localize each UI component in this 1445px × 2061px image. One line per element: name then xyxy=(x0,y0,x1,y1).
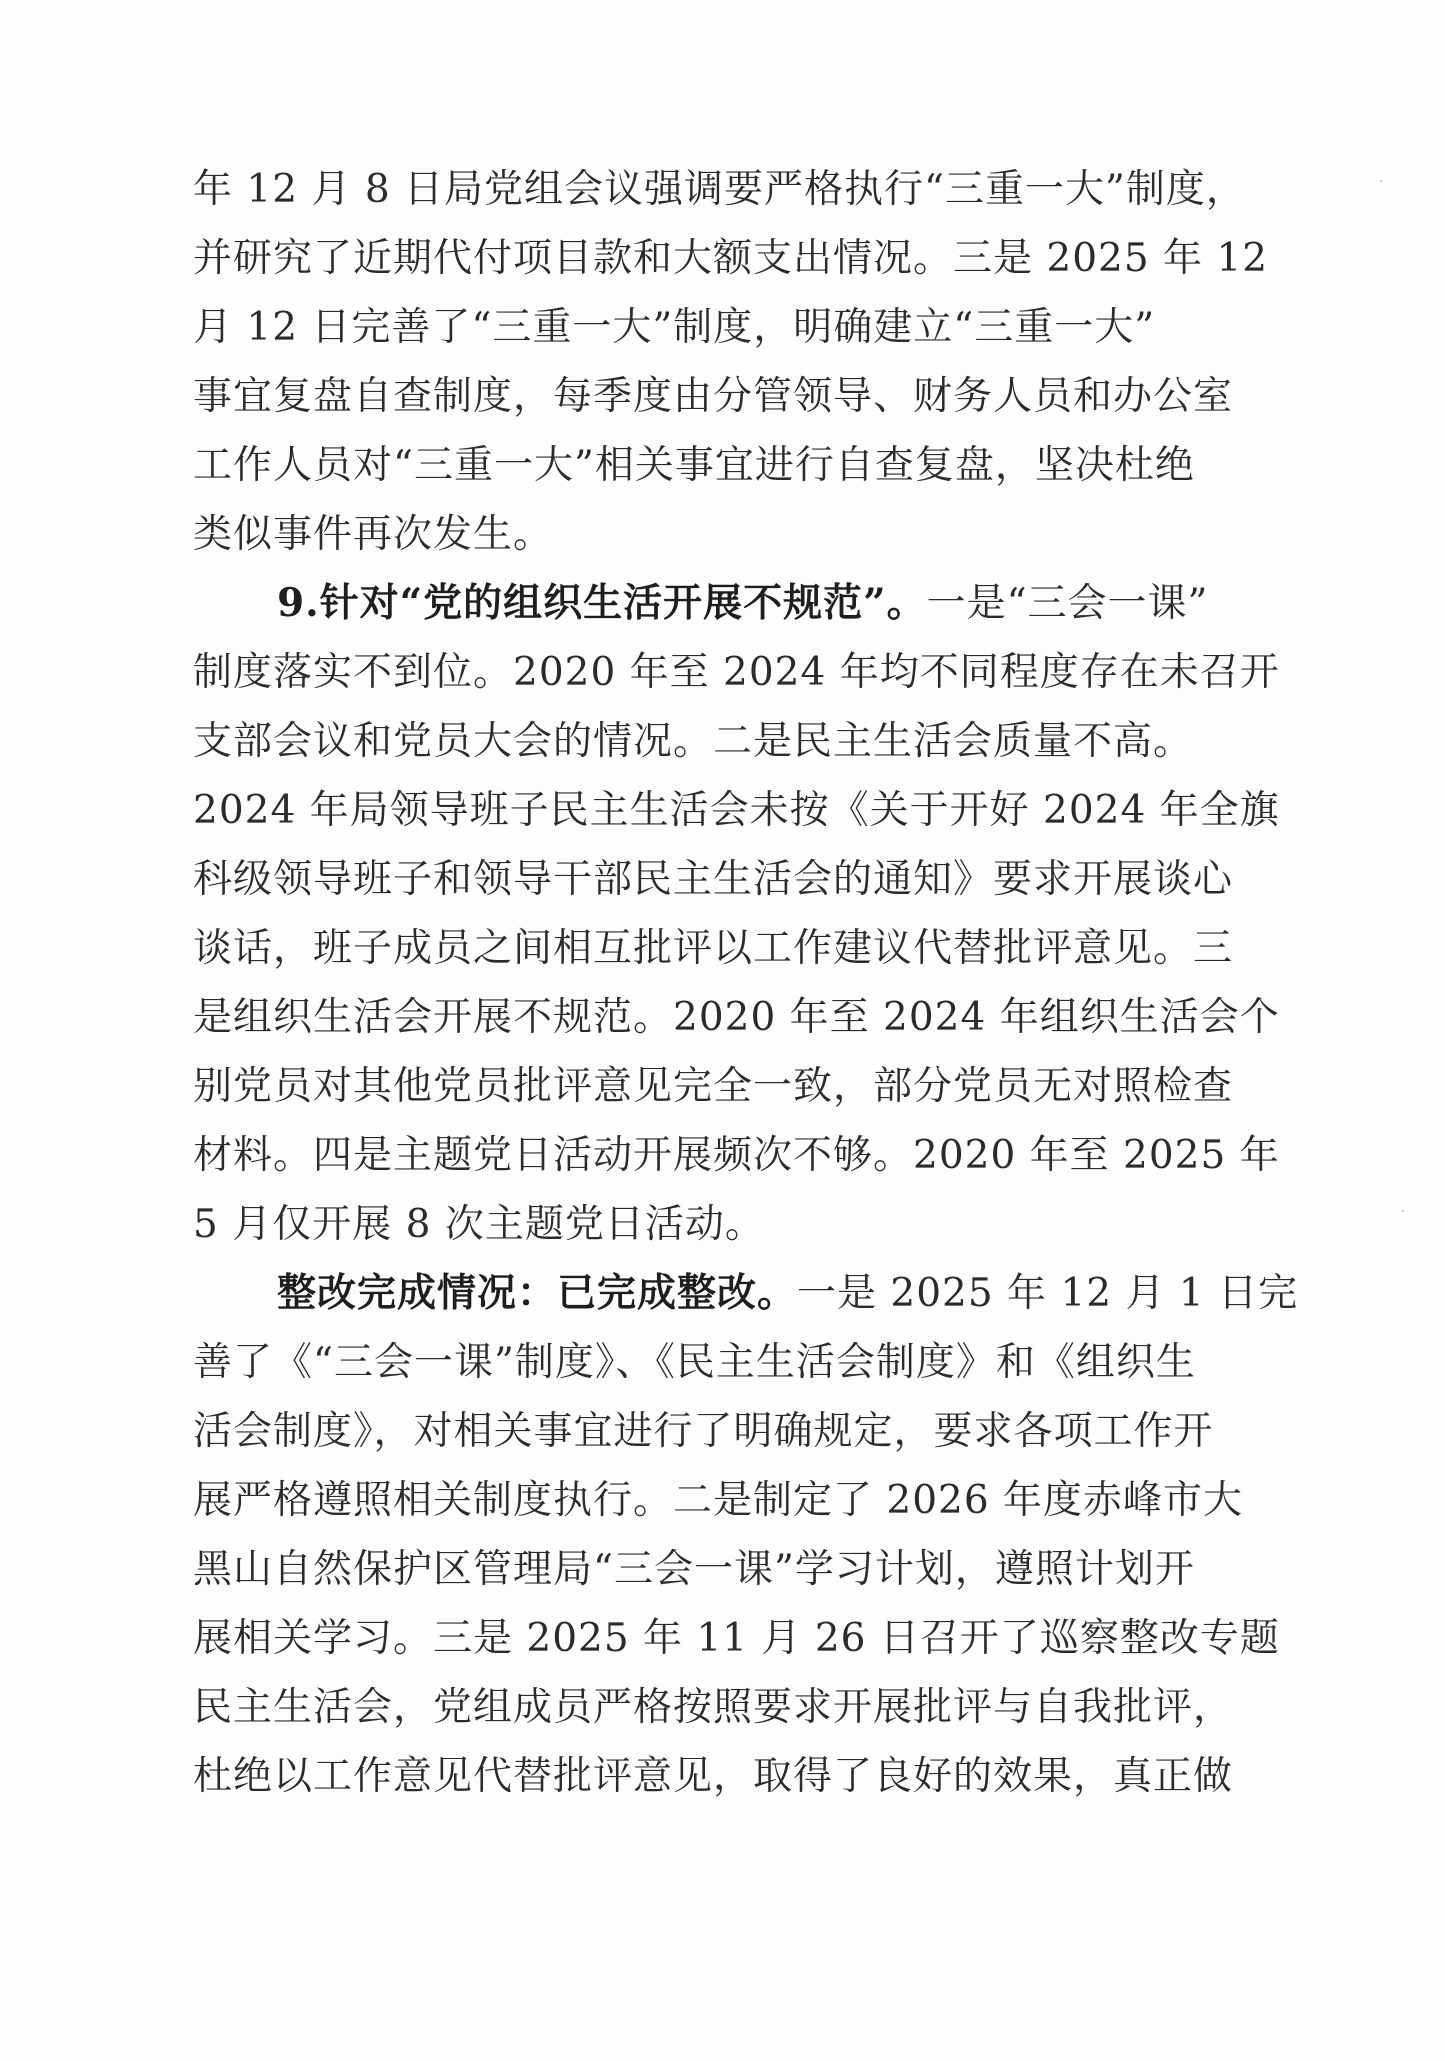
text-line: 善了《“三会一课”制度》、《民主生活会制度》和《组织生 xyxy=(193,1340,1196,1385)
text-line: 5 月仅开展 8 次主题党日活动。 xyxy=(193,1202,765,1247)
text-line xyxy=(193,569,1243,638)
text-line: 制度落实不到位。2020 年至 2024 年均不同程度存在未召开 xyxy=(193,650,1280,695)
text-line: 黑山自然保护区管理局“三会一课”学习计划，遵照计划开 xyxy=(193,1547,1195,1592)
text-line: 是组织生活会开展不规范。2020 年至 2024 年组织生活会个 xyxy=(193,995,1280,1040)
text-line: 并研究了近期代付项目款和大额支出情况。三是 2025 年 12 xyxy=(193,236,1269,281)
scan-speck xyxy=(1380,180,1382,182)
rectification-first-line-text: 一是 2025 年 12 月 1 日完 xyxy=(797,1271,1299,1316)
text-line: 别党员对其他党员批评意见完全一致，部分党员无对照检查 xyxy=(193,1064,1234,1109)
text-line: 工作人员对“三重一大”相关事宜进行自查复盘，坚决杜绝 xyxy=(193,443,1195,488)
text-line: 民主生活会，党组成员严格按照要求开展批评与自我批评， xyxy=(193,1685,1234,1730)
text-line: 活会制度》，对相关事宜进行了明确规定，要求各项工作开 xyxy=(193,1409,1214,1454)
text-line: 材料。四是主题党日活动开展频次不够。2020 年至 2025 年 xyxy=(193,1133,1280,1178)
rectification-heading: 整改完成情况：已完成整改。 xyxy=(277,1270,798,1316)
text-line: 支部会议和党员大会的情况。二是民主生活会质量不高。 xyxy=(193,719,1194,764)
text-line: 谈话，班子成员之间相互批评以工作建议代替批评意见。三 xyxy=(193,926,1234,971)
text-line: 类似事件再次发生。 xyxy=(193,512,554,557)
paragraph-rectification-status xyxy=(193,1259,1299,1811)
text-line: 年 12 月 8 日局党组会议强调要严格执行“三重一大”制度， xyxy=(193,167,1246,212)
text-line: 2024 年局领导班子民主生活会未按《关于开好 2024 年全旗 xyxy=(193,788,1280,833)
item-9-first-line-text: 一是“三会一课” xyxy=(926,581,1209,626)
text-line: 展相关学习。三是 2025 年 11 月 26 日召开了巡察整改专题 xyxy=(193,1616,1280,1661)
paragraph-item-9 xyxy=(193,569,1280,1259)
scan-speck xyxy=(1402,1210,1404,1212)
text-line: 事宜复盘自查制度，每季度由分管领导、财务人员和办公室 xyxy=(193,374,1234,419)
item-9-heading: 9.针对“党的组织生活开展不规范”。 xyxy=(277,580,927,626)
document-body xyxy=(193,155,1299,1811)
paragraph-three-major-one-large xyxy=(193,155,1269,569)
text-line: 杜绝以工作意见代替批评意见，取得了良好的效果，真正做 xyxy=(193,1754,1234,1799)
text-line: 展严格遵照相关制度执行。二是制定了 2026 年度赤峰市大 xyxy=(193,1478,1244,1523)
text-line: 科级领导班子和领导干部民主生活会的通知》要求开展谈心 xyxy=(193,857,1234,902)
text-line: 月 12 日完善了“三重一大”制度，明确建立“三重一大” xyxy=(193,305,1156,350)
text-line xyxy=(193,1259,1299,1328)
